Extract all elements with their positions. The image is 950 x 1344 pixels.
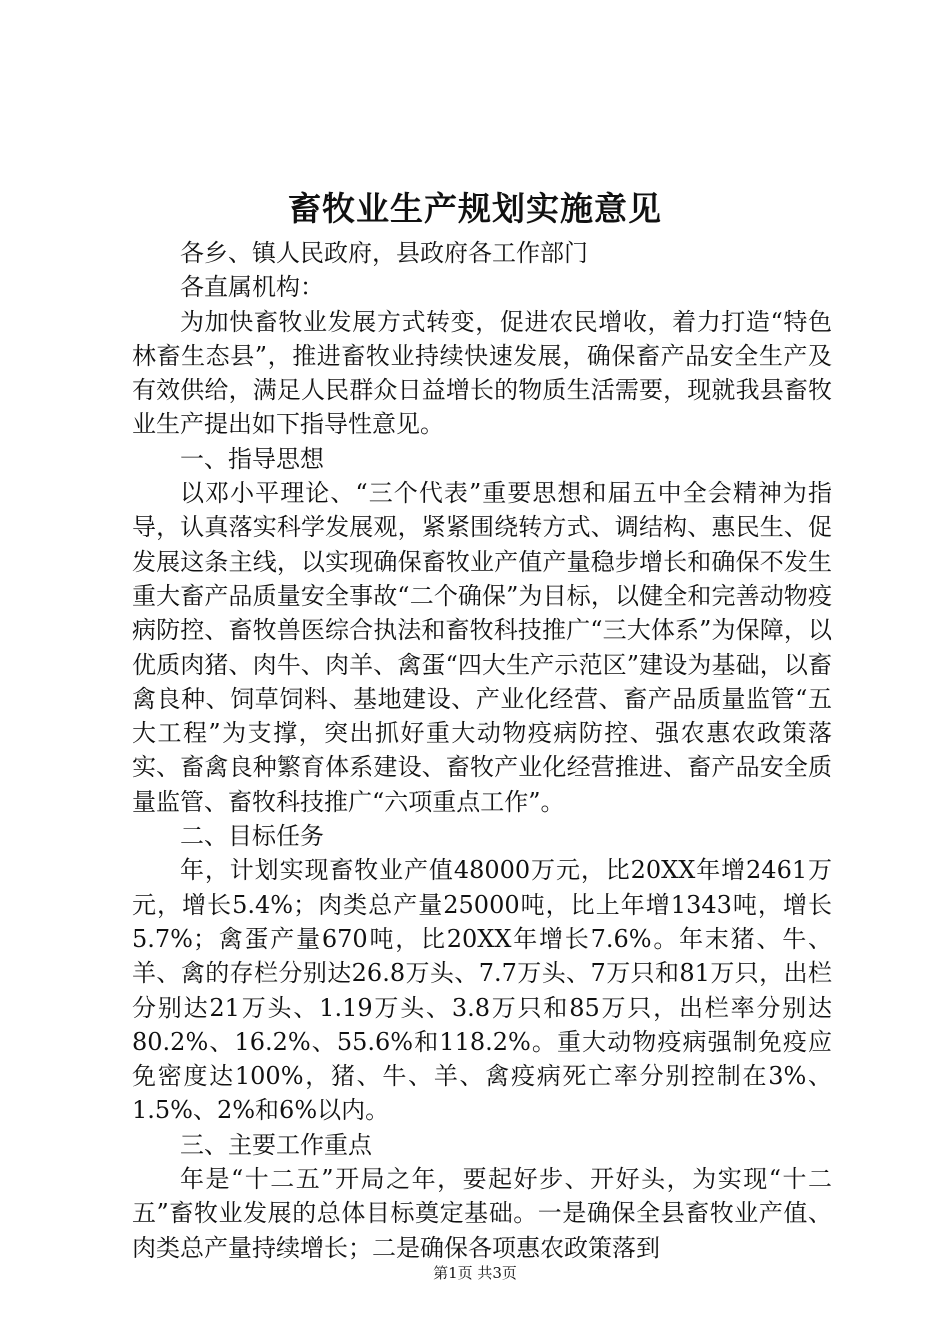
section-heading-guiding-ideology: 一、指导思想 (180, 444, 324, 473)
intro-paragraph: 为加快畜牧业发展方式转变，促进农民增收，着力打造“特色林畜生态县”，推进畜牧业持续快速发展，确保畜产品安全生产及有效供给，满足人民群众日益增长的物质生活需要，现就我县畜牧业生产提出如下指导性意见。 (132, 307, 832, 439)
targets-paragraph: 年，计划实现畜牧业产值48000万元，比20XX年增2461万元，增长5.4%；肉类总产量25000吨，比上年增1343吨，增长5.7%；禽蛋产量670吨，比20XX年增长7.6%。年末猪、牛、羊、禽的存栏分别达26.8万头、7.7万头、7万只和81万只，出栏分别达21万头、1.19万头、3.8万只和85万只，出栏率分别达80.2%、16.2%、55.6%和118.2%。重大动物疫病强制免疫应免密度达100%，猪、牛、羊、禽疫病死亡率分别控制在3%、1.5%、2%和6%以内。 (132, 856, 832, 1125)
section-heading-key-work: 三、主要工作重点 (180, 1130, 372, 1159)
section-heading-targets: 二、目标任务 (180, 822, 324, 851)
salutation-line-1: 各乡、镇人民政府，县政府各工作部门 (180, 239, 588, 267)
salutation-line-2: 各直属机构： (180, 273, 324, 302)
document-body (132, 236, 832, 1265)
guiding-ideology-paragraph: 以邓小平理论、“三个代表”重要思想和届五中全会精神为指导，认真落实科学发展观，紧紧围绕转方式、调结构、惠民生、促发展这条主线，以实现确保畜牧业产值产量稳步增长和确保不发生重大畜产品质量安全事故“二个确保”为目标，以健全和完善动物疫病防控、畜牧兽医综合执法和畜牧科技推广“三大体系”为保障，以优质肉猪、肉牛、肉羊、禽蛋“四大生产示范区”建设为基础，以畜禽良种、饲草饲料、基地建设、产业化经营、畜产品质量监管“五大工程”为支撑，突出抓好重大动物疫病防控、强农惠农政策落实、畜禽良种繁育体系建设、畜牧产业化经营推进、畜产品安全质量监管、畜牧科技推广“六项重点工作”。 (132, 479, 832, 816)
document-title: 畜牧业生产规划实施意见 (288, 189, 662, 228)
key-work-paragraph: 年是“十二五”开局之年，要起好步、开好头，为实现“十二五”畜牧业发展的总体目标奠定基础。一是确保全县畜牧业产值、肉类总产量持续增长；二是确保各项惠农政策落到 (132, 1165, 832, 1262)
page-number-footer: 第1页 共3页 (433, 1264, 517, 1282)
